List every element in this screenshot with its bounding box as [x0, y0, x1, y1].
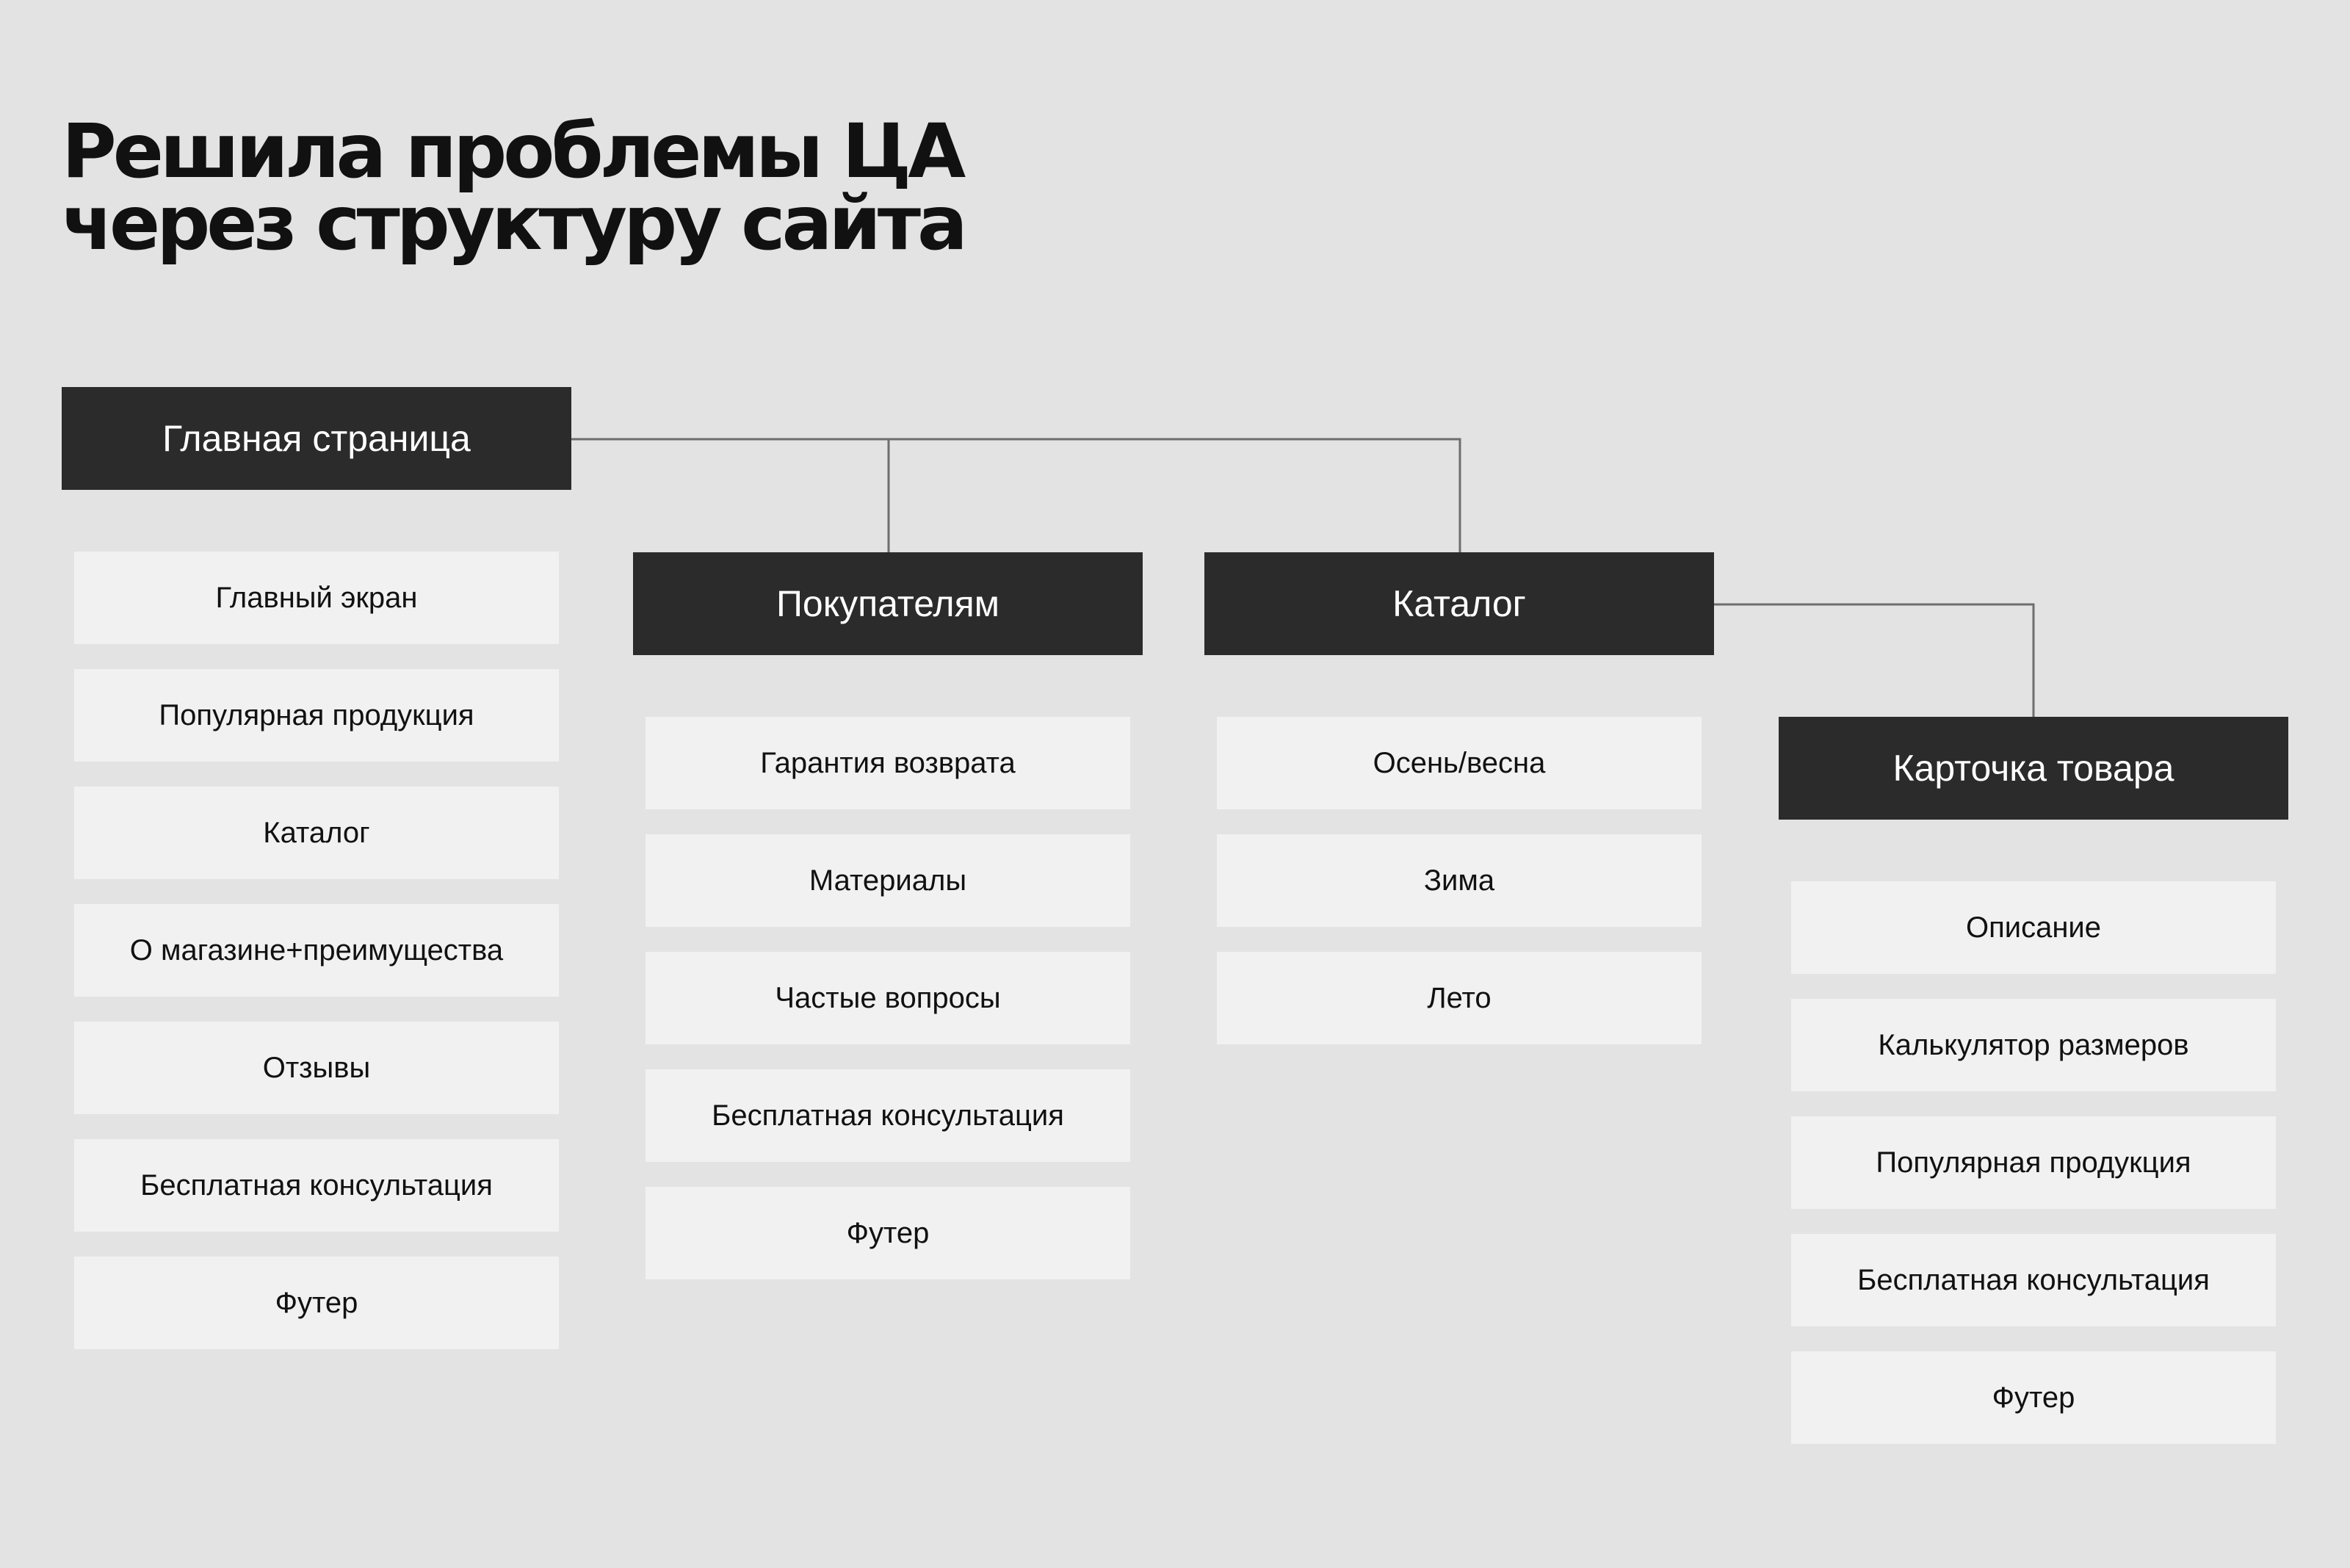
home-section-item[interactable]: О магазине+преимущества	[74, 904, 559, 997]
buyers-section-item[interactable]: Футер	[646, 1187, 1130, 1279]
title-line-1: Решила проблемы ЦА	[62, 108, 963, 195]
product-card-section-item[interactable]: Популярная продукция	[1791, 1116, 2276, 1209]
home-section-item[interactable]: Футер	[74, 1257, 559, 1349]
column-catalog	[1204, 552, 1714, 1069]
home-section-item[interactable]: Каталог	[74, 787, 559, 879]
buyers-section-item[interactable]: Бесплатная консультация	[646, 1069, 1130, 1162]
catalog-section-item[interactable]: Зима	[1217, 834, 1702, 927]
buyers-section-item[interactable]: Гарантия возврата	[646, 717, 1130, 809]
product-card-section-item[interactable]: Калькулятор размеров	[1791, 999, 2276, 1091]
product-card-page-sections	[1791, 881, 2276, 1444]
buyers-page-header[interactable]: Покупателям	[633, 552, 1143, 655]
catalog-section-item[interactable]: Осень/весна	[1217, 717, 1702, 809]
product-card-page-header[interactable]: Карточка товара	[1779, 717, 2288, 820]
buyers-section-item[interactable]: Материалы	[646, 834, 1130, 927]
connector-home-to-buyers	[571, 439, 889, 552]
product-card-section-item[interactable]: Бесплатная консультация	[1791, 1234, 2276, 1326]
connector-home-to-catalog	[889, 439, 1460, 552]
home-page-header[interactable]: Главная страница	[62, 387, 571, 490]
column-home	[62, 387, 571, 1374]
home-section-item[interactable]: Главный экран	[74, 552, 559, 644]
catalog-section-item[interactable]: Лето	[1217, 952, 1702, 1044]
title-line-2: через структуру сайта	[62, 180, 964, 267]
connector-catalog-to-product-card	[1714, 604, 2033, 717]
column-product-card	[1779, 717, 2288, 1469]
buyers-page-sections	[646, 717, 1130, 1279]
home-section-item[interactable]: Отзывы	[74, 1022, 559, 1114]
product-card-section-item[interactable]: Описание	[1791, 881, 2276, 974]
home-page-sections	[74, 552, 559, 1349]
catalog-page-sections	[1217, 717, 1702, 1044]
home-section-item[interactable]: Бесплатная консультация	[74, 1139, 559, 1232]
catalog-page-header[interactable]: Каталог	[1204, 552, 1714, 655]
product-card-section-item[interactable]: Футер	[1791, 1351, 2276, 1444]
home-section-item[interactable]: Популярная продукция	[74, 669, 559, 762]
column-buyers	[633, 552, 1143, 1304]
buyers-section-item[interactable]: Частые вопросы	[646, 952, 1130, 1044]
